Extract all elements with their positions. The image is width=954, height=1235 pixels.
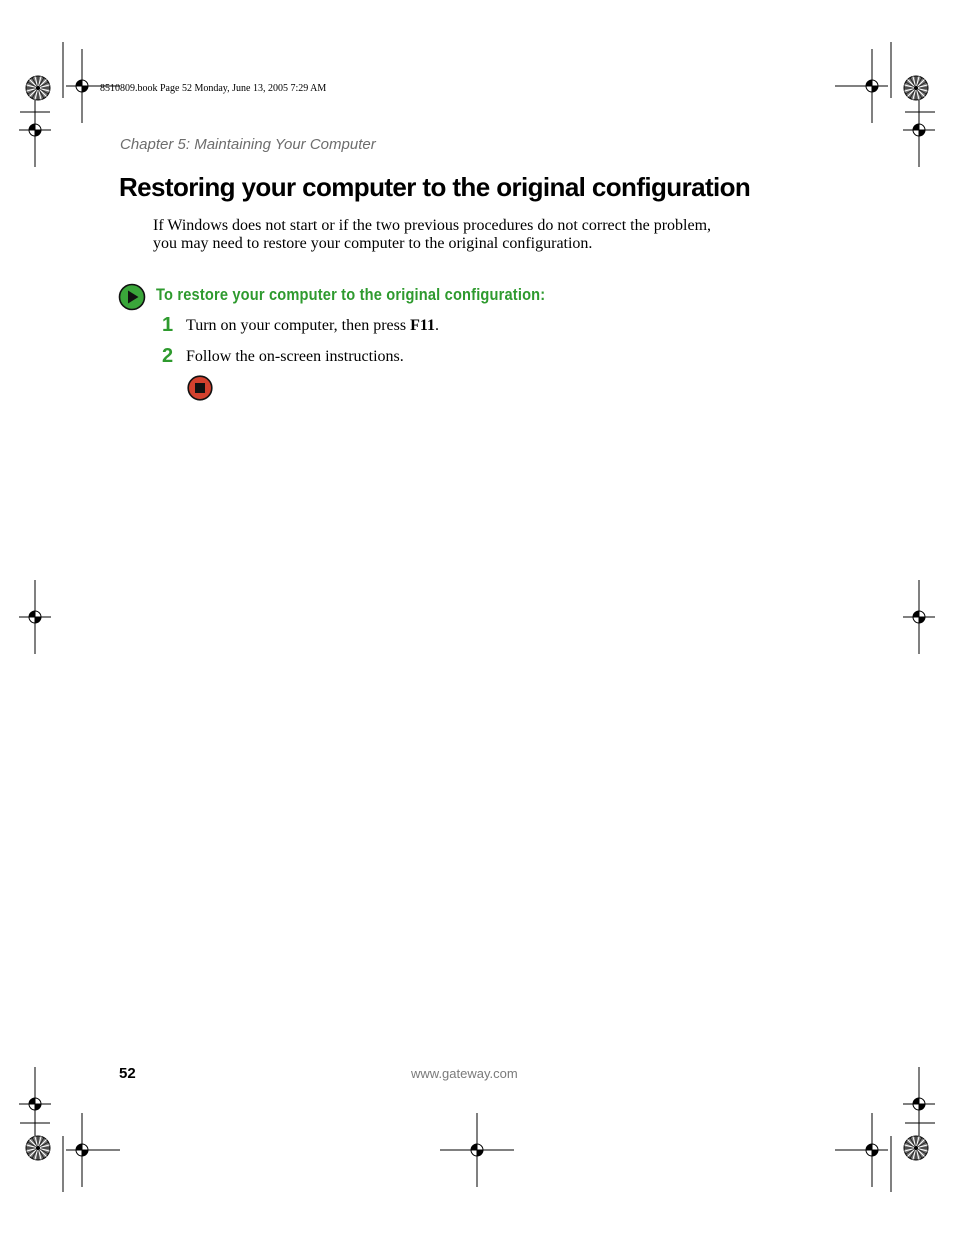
- page-title: Restoring your computer to the original configuration: [119, 172, 751, 202]
- key-label: F11: [410, 317, 435, 334]
- intro-paragraph: [153, 217, 813, 253]
- step-text: Follow the on-screen instructions.: [186, 348, 404, 365]
- crosshair-icon: [903, 580, 935, 654]
- step-number: 1: [162, 314, 174, 336]
- crosshair-icon: [856, 1113, 888, 1187]
- crosshair-icon: [19, 580, 51, 654]
- step-text-before: Turn on your computer, then press: [186, 317, 411, 334]
- page-number: 52: [119, 1065, 136, 1082]
- intro-line-2: you may need to restore your computer to the original configuration.: [153, 235, 593, 252]
- registration-wheel-icon: [904, 76, 928, 100]
- crosshair-icon: [66, 49, 98, 123]
- website-url: www.gateway.com: [411, 1066, 518, 1081]
- crosshair-icon: [856, 49, 888, 123]
- step-number: 2: [162, 345, 174, 367]
- crosshair-icon: [903, 1067, 935, 1141]
- crosshair-icon: [461, 1113, 493, 1187]
- crosshair-icon: [19, 93, 51, 167]
- crosshair-icon: [19, 1067, 51, 1141]
- chapter-header: Chapter 5: Maintaining Your Computer: [120, 136, 376, 153]
- crosshair-icon: [903, 93, 935, 167]
- registration-wheel-icon: [904, 1136, 928, 1160]
- step-text: [186, 317, 439, 335]
- play-arrow-icon: [118, 283, 146, 311]
- procedure-heading: To restore your computer to the original configuration:: [156, 285, 546, 304]
- registration-wheel-icon: [26, 76, 50, 100]
- print-stamp: 8510809.book Page 52 Monday, June 13, 2005 7:29 AM: [100, 83, 327, 94]
- step-text-after: .: [434, 317, 439, 334]
- crosshair-icon: [66, 1113, 98, 1187]
- registration-wheel-icon: [26, 1136, 50, 1160]
- stop-icon: [187, 375, 213, 401]
- intro-line-1: If Windows does not start or if the two previous procedures do not correct the problem,: [153, 217, 712, 234]
